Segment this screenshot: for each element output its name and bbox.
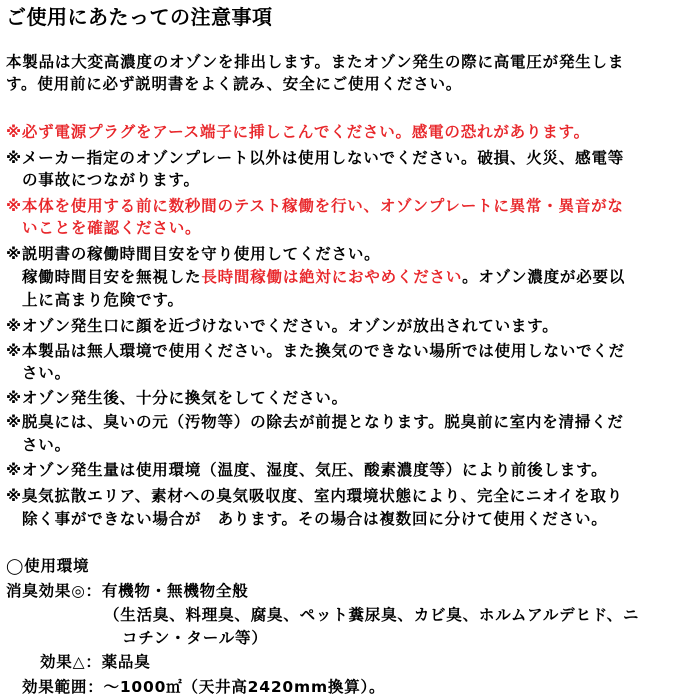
note-unmanned-line-1: ※本製品は無人環境で使用ください。また換気のできない場所では使用しないでくだ — [6, 342, 625, 360]
runtime-warning-text: 長時間稼働は絶対におやめください — [201, 268, 463, 286]
note-runtime-line-2 — [22, 266, 625, 288]
effect-range-value: ～1000㎡（天井高2420mm換算）。 — [103, 678, 386, 696]
note-runtime-line-1: ※説明書の稼働時間目安を守り使用してください。 — [6, 245, 381, 263]
effect-excellent-detail-1: （生活臭、料理臭、腐臭、ペット糞尿臭、カビ臭、ホルムアルデヒド、ニ — [104, 606, 640, 624]
effect-range-label: 効果範囲： — [22, 678, 104, 696]
effect-excellent-detail-2: コチン・タール等） — [122, 629, 268, 647]
runtime-text-pre: 稼働時間目安を無視した — [22, 268, 202, 286]
note-outlet: ※オゾン発生口に顔を近づけないでください。オゾンが放出されています。 — [6, 317, 559, 335]
note-ventilation: ※オゾン発生後、十分に換気をしてください。 — [6, 389, 348, 407]
note-deodorize-line-2: さい。 — [22, 436, 71, 454]
effect-fair-value: 薬品臭 — [101, 653, 151, 671]
note-plate-line-2: の事故につながります。 — [22, 171, 200, 189]
note-deodorize-line-1: ※脱臭には、臭いの元（汚物等）の除去が前提となります。脱臭前に室内を清掃くだ — [6, 413, 624, 431]
intro-line-2: す。使用前に必ず説明書をよく読み、安全にご使用ください。 — [6, 75, 463, 93]
effect-excellent-value: 有機物・無機物全般 — [101, 582, 249, 600]
runtime-text-post: 。オゾン濃度が必要以 — [462, 268, 626, 286]
note-runtime-line-3: 上に高まり危険です。 — [22, 291, 184, 309]
note-unmanned-line-2: さい。 — [22, 364, 71, 382]
effect-range-row — [22, 676, 385, 698]
note-grounding-warning: ※必ず電源プラグをアース端子に挿しこんでください。感電の恐れがあります。 — [6, 123, 590, 141]
note-test-run-line-2: いことを確認ください。 — [22, 219, 202, 237]
effect-excellent-row — [6, 580, 249, 602]
effect-fair-row — [40, 651, 151, 673]
environment-heading: ◯使用環境 — [6, 557, 90, 575]
note-odor-removal-line-1: ※臭気拡散エリア、素材への臭気吸収度、室内環境状態により、完全にニオイを取り — [6, 487, 623, 505]
note-output-variance: ※オゾン発生量は使用環境（温度、湿度、気圧、酸素濃度等）により前後します。 — [6, 461, 608, 479]
note-test-run-line-1: ※本体を使用する前に数秒間のテスト稼働を行い、オゾンプレートに異常・異音がな — [6, 197, 624, 215]
note-plate-line-1: ※メーカー指定のオゾンプレート以外は使用しないでください。破損、火災、感電等 — [6, 149, 625, 167]
page-title: ご使用にあたっての注意事項 — [6, 5, 273, 29]
note-odor-removal-line-2: 除く事ができない場合が あります。その場合は複数回に分けて使用ください。 — [22, 510, 608, 528]
effect-excellent-label: 消臭効果◎： — [6, 582, 102, 600]
effect-fair-label: 効果△： — [40, 653, 102, 671]
intro-line-1: 本製品は大変高濃度のオゾンを排出します。またオゾン発生の際に高電圧が発生しま — [6, 53, 625, 71]
